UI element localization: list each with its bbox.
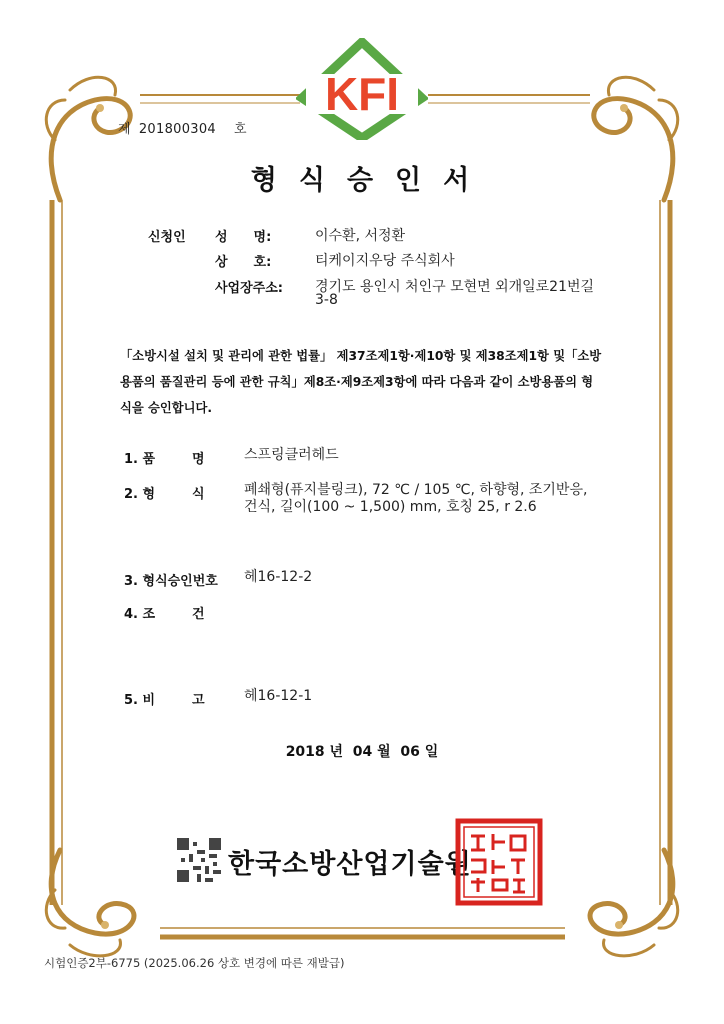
item-5-value: 헤16-12-1 (244, 688, 313, 704)
address-line2: 3-8 (315, 292, 338, 308)
address-label: 사업장주소: (215, 281, 283, 296)
item-3-value: 헤16-12-2 (244, 569, 313, 585)
statement-line-1: 「소방시설 설치 및 관리에 관한 법률」 제37조제1항·제10항 및 제38조제1항 및「소방 (120, 349, 602, 363)
issue-date: 2018 년 04 월 06 일 (285, 744, 439, 760)
item-2-label-end: 식 (192, 487, 205, 502)
item-2-label: 2. 형 (124, 487, 156, 502)
item-5-label-end: 고 (192, 693, 205, 708)
document-title: 형식승인서 (250, 165, 492, 196)
applicant-section-label: 신청인 (148, 230, 186, 245)
logo-text: KFI (324, 68, 400, 120)
address-line1: 경기도 용인시 처인구 모현면 외개일로21번길 (315, 279, 595, 295)
cert-number: 201800304 (138, 122, 216, 137)
kfi-logo (296, 38, 428, 140)
item-1-value: 스프링클러헤드 (244, 447, 339, 463)
reissue-note: 시험인증2부-6775 (2025.06.26 상호 변경에 따른 재발급) (44, 956, 345, 970)
statement-line-2: 용품의 품질관리 등에 관한 규칙」제8조·제9조제3항에 따라 다음과 같이 소방용품의 형 (120, 375, 594, 389)
item-1-label-end: 명 (192, 452, 205, 467)
issuer-name: 한국소방산업기술원 (228, 849, 472, 880)
cert-prefix: 제 (118, 122, 131, 137)
name-label: 성 명: (215, 230, 272, 245)
approval-statement (120, 343, 620, 421)
item-2-value-line2: 건식, 길이(100 ~ 1,500) mm, 호칭 25, r 2.6 (244, 499, 537, 515)
company-label: 상 호: (215, 255, 272, 270)
item-4-label-end: 건 (192, 607, 205, 622)
official-seal (455, 818, 543, 906)
item-1-label: 1. 품 (124, 452, 156, 467)
certificate-number (118, 118, 247, 137)
company-value: 티케이지우당 주식회사 (315, 253, 455, 269)
item-4-label: 4. 조 (124, 607, 156, 622)
item-3-label: 3. 형식승인번호 (124, 574, 218, 589)
statement-line-3: 식을 승인합니다. (120, 401, 213, 415)
name-value: 이수환, 서정환 (315, 228, 406, 244)
qr-code-icon (177, 838, 221, 882)
cert-suffix: 호 (234, 122, 247, 137)
item-2-value-line1: 폐쇄형(퓨지블링크), 72 ℃ / 105 ℃, 하향형, 조기반응, (244, 482, 588, 498)
item-5-label: 5. 비 (124, 693, 156, 708)
